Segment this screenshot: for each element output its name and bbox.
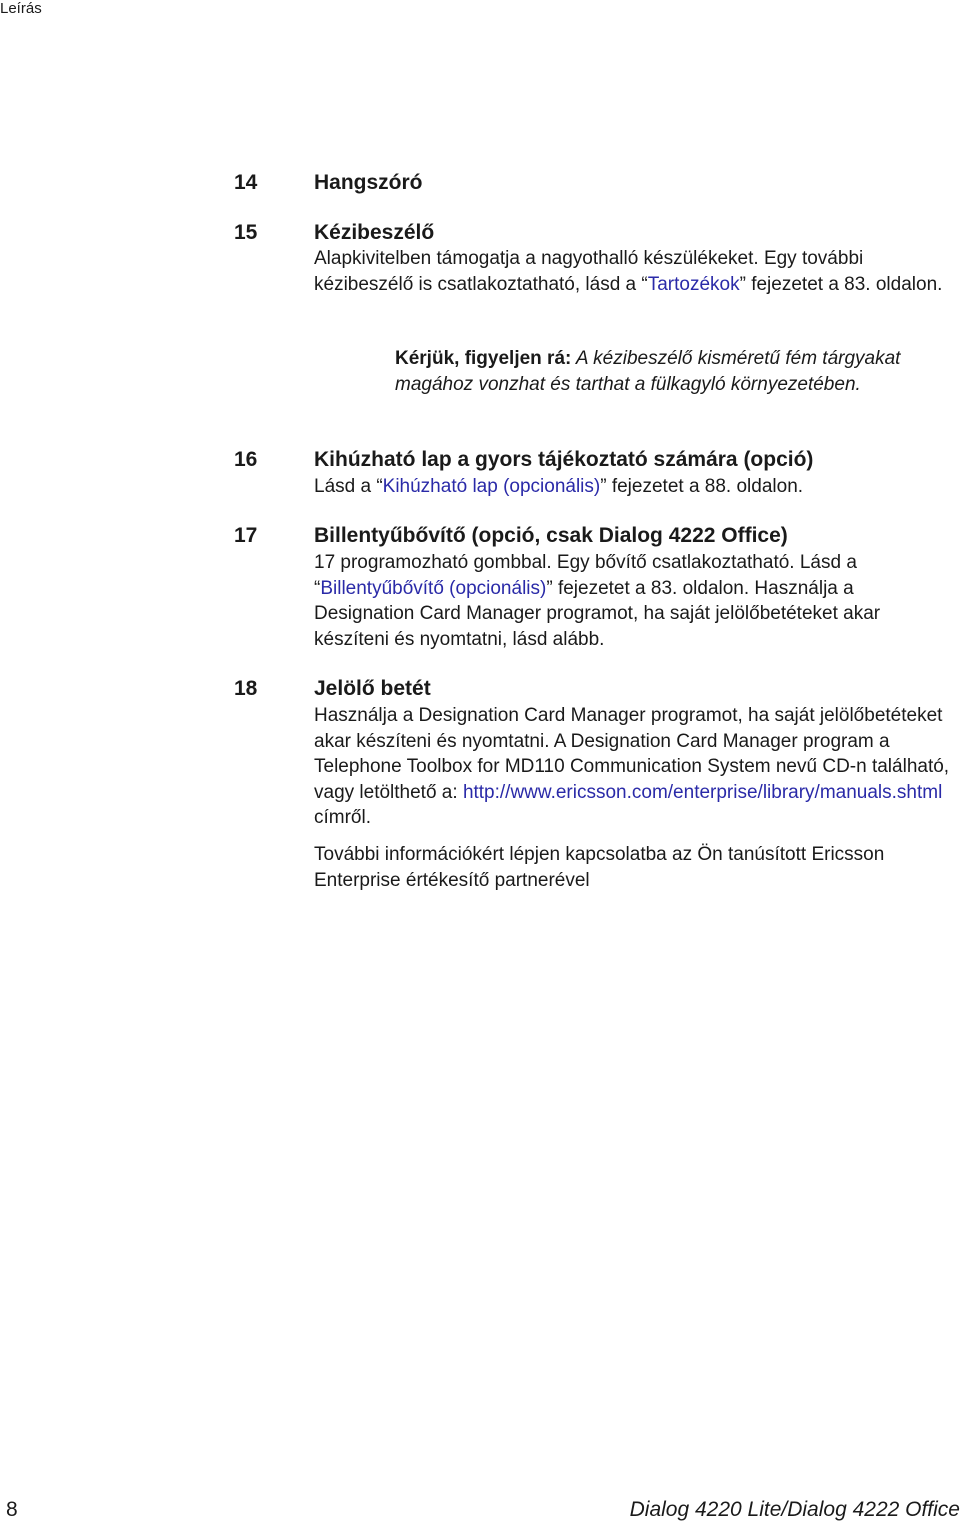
- running-head: Leírás: [0, 0, 42, 17]
- item-title: Kézibeszélő: [314, 221, 435, 244]
- item-body: [314, 703, 954, 831]
- item-body: 17 programozható gombbal. Egy bővítő csatlakoztatható. Lásd a “Billentyűbővítő (opcionális)” fejezetet a 83. oldalon. Használja a Designation Card Manager programot, ha saját jelölőbetéteket akar készíteni és nyomtatni, lásd alább.: [314, 552, 881, 650]
- url-link[interactable]: http://www.ericsson.com/enterprise/library/manuals.shtml: [462, 781, 943, 803]
- item-extra-paragraph: További információkért lépjen kapcsolatba az Ön tanúsított Ericsson Enterprise értékesítő partnerével: [314, 844, 885, 891]
- body-text: fejezetet a 83. oldalon.: [745, 273, 943, 295]
- item-body: Lásd a “Kihúzható lap (opcionális)” fejezetet a 88. oldalon.: [314, 476, 804, 497]
- note-text: A kézibeszélő kisméretű fém tárgyakat magához vonzhat és tarthat a fülkagyló környezetében.: [395, 348, 901, 395]
- body-text: Használja a Designation Card Manager programot, ha saját jelölőbetéteket akar készíteni és nyomtatni. A Designation Card Manager program a Telephone Toolbox for MD110 Communication System nevű CD-n található, vagy letölthető a:: [314, 705, 950, 803]
- item-title: Jelölő betét: [314, 677, 431, 700]
- note-box: [395, 346, 915, 397]
- body-text: fejezetet a 83. oldalon. Használja a Designation Card Manager programot, ha saját jelölőbetéteket akar készíteni és nyomtatni, lásd alább.: [314, 577, 881, 650]
- body-text: Lásd a: [314, 476, 377, 497]
- body-text: címről.: [314, 807, 371, 828]
- body-text: 17 programozható gombbal. Egy bővítő csatlakoztatható. Lásd a: [314, 552, 857, 573]
- document-title: Dialog 4220 Lite/Dialog 4222 Office: [629, 1498, 960, 1521]
- item-number: 17: [234, 524, 258, 547]
- body-text: fejezetet a 88. oldalon.: [606, 476, 804, 497]
- item-title: Hangszóró: [314, 171, 423, 194]
- item-number: 16: [234, 448, 258, 471]
- item-number: 18: [234, 677, 258, 700]
- item-body: Alapkivitelben támogatja a nagyothalló készülékeket. Egy további kézibeszélő is csatlakoztatható, lásd a “Tartozékok” fejezetet a 83. oldalon.: [314, 248, 943, 295]
- item-number: 14: [234, 171, 258, 194]
- cross-reference-link[interactable]: Kihúzható lap (opcionális): [382, 476, 601, 497]
- cross-reference-link[interactable]: Tartozékok: [647, 273, 740, 295]
- page-number: 8: [6, 1498, 18, 1521]
- item-number: 15: [234, 221, 258, 244]
- note-label: Kérjük, figyeljen rá:: [395, 348, 572, 369]
- item-title: Billentyűbővítő (opció, csak Dialog 4222 Office): [314, 524, 788, 547]
- item-title: Kihúzható lap a gyors tájékoztató számára (opció): [314, 448, 814, 471]
- cross-reference-link[interactable]: Billentyűbővítő (opcionális): [320, 577, 547, 599]
- body-text: Alapkivitelben támogatja a nagyothalló készülékeket. Egy további kézibeszélő is csatlakoztatható, lásd a: [314, 248, 864, 295]
